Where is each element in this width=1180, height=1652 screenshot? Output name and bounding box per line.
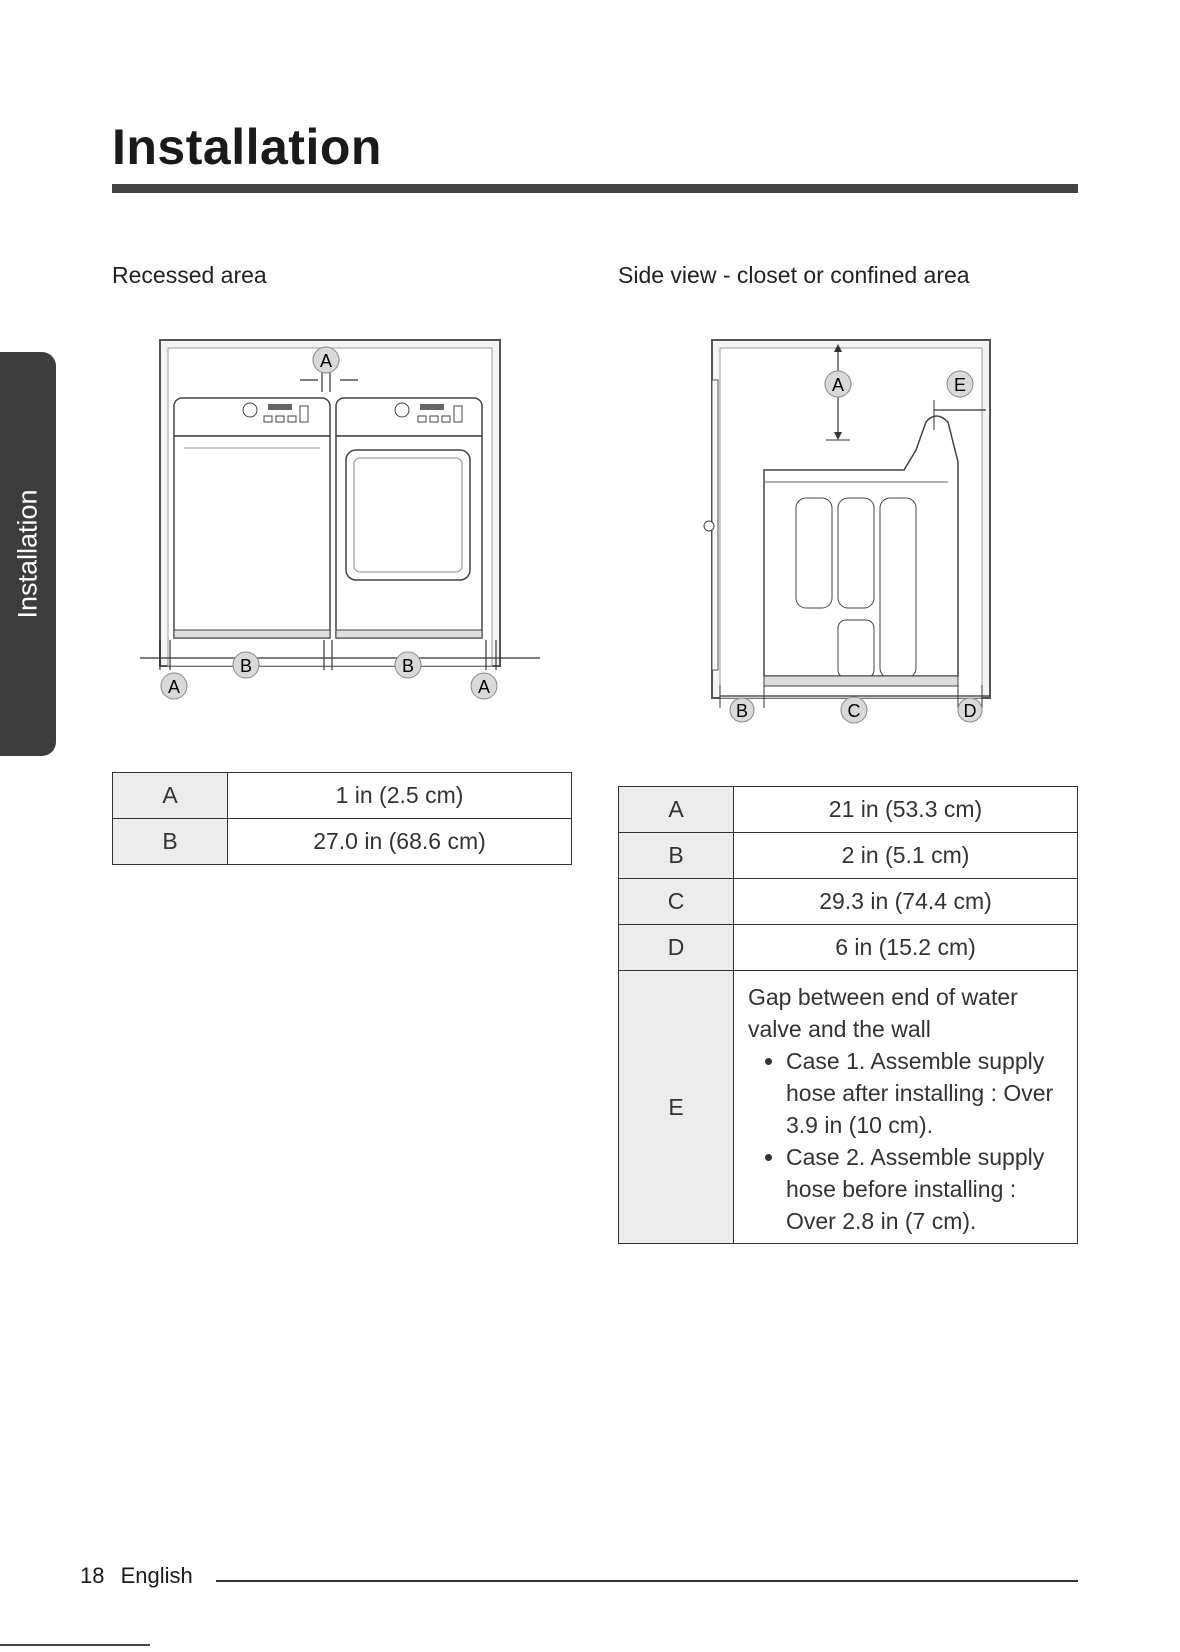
page-title: Installation [112, 119, 382, 175]
title-underline [112, 184, 1078, 193]
table-row [619, 833, 1078, 879]
svg-text:A: A [477, 677, 491, 697]
row-key: B [113, 819, 228, 865]
callout-b-left [233, 652, 259, 678]
recessed-area-diagram [140, 330, 540, 740]
svg-text:B: B [239, 656, 253, 676]
row-key: B [619, 833, 734, 879]
callout-c-side [841, 697, 867, 723]
e-row-intro: Gap between end of water valve and the wall [748, 984, 1018, 1042]
side-view-dimensions-table [618, 786, 1078, 1244]
callout-a-top [313, 347, 339, 373]
row-value: 21 in (53.3 cm) [734, 787, 1078, 833]
callout-b-side [730, 698, 754, 722]
svg-text:C: C [847, 701, 861, 721]
table-row [619, 971, 1078, 1244]
footer-language: English [120, 1563, 193, 1588]
table-row [619, 787, 1078, 833]
row-value: 29.3 in (74.4 cm) [734, 879, 1078, 925]
washer-illustration [174, 398, 330, 638]
row-value: 6 in (15.2 cm) [734, 925, 1078, 971]
e-row-description [734, 971, 1078, 1244]
svg-text:B: B [735, 701, 749, 721]
row-key: C [619, 879, 734, 925]
svg-text:A: A [167, 677, 181, 697]
page-number: 18 [80, 1563, 105, 1588]
e-row-cases [748, 1045, 1065, 1237]
row-key: D [619, 925, 734, 971]
svg-text:D: D [963, 701, 977, 721]
side-view-heading: Side view - closet or confined area [618, 262, 970, 288]
row-key: A [113, 773, 228, 819]
svg-text:B: B [401, 656, 415, 676]
dryer-illustration [336, 398, 482, 638]
page-footer [80, 1563, 193, 1589]
callout-a-left [161, 673, 187, 699]
section-side-tab[interactable] [0, 352, 56, 756]
svg-text:E: E [953, 375, 967, 395]
side-view-diagram [700, 330, 1000, 740]
row-value: 1 in (2.5 cm) [228, 773, 572, 819]
svg-text:A: A [319, 351, 333, 371]
row-value: 2 in (5.1 cm) [734, 833, 1078, 879]
callout-a-right [471, 673, 497, 699]
callout-a-side [825, 371, 851, 397]
bottom-edge-mark [0, 1644, 150, 1646]
list-item: • Case 1. Assemble supply hose after installing : Over 3.9 in (10 cm). [786, 1045, 1065, 1141]
recessed-dimensions-table [112, 772, 572, 865]
table-row [113, 819, 572, 865]
callout-b-right [395, 652, 421, 678]
row-key: A [619, 787, 734, 833]
side-tab-label: Installation [12, 489, 43, 619]
callout-d-side [958, 698, 982, 722]
list-item: • Case 2. Assemble supply hose before installing : Over 2.8 in (7 cm). [786, 1141, 1065, 1237]
row-value: 27.0 in (68.6 cm) [228, 819, 572, 865]
table-row [619, 879, 1078, 925]
recessed-area-heading: Recessed area [112, 262, 267, 288]
table-row [619, 925, 1078, 971]
callout-e-side [947, 371, 973, 397]
svg-text:A: A [831, 375, 845, 395]
table-row [113, 773, 572, 819]
row-key: E [619, 971, 734, 1244]
footer-rule [216, 1580, 1078, 1582]
